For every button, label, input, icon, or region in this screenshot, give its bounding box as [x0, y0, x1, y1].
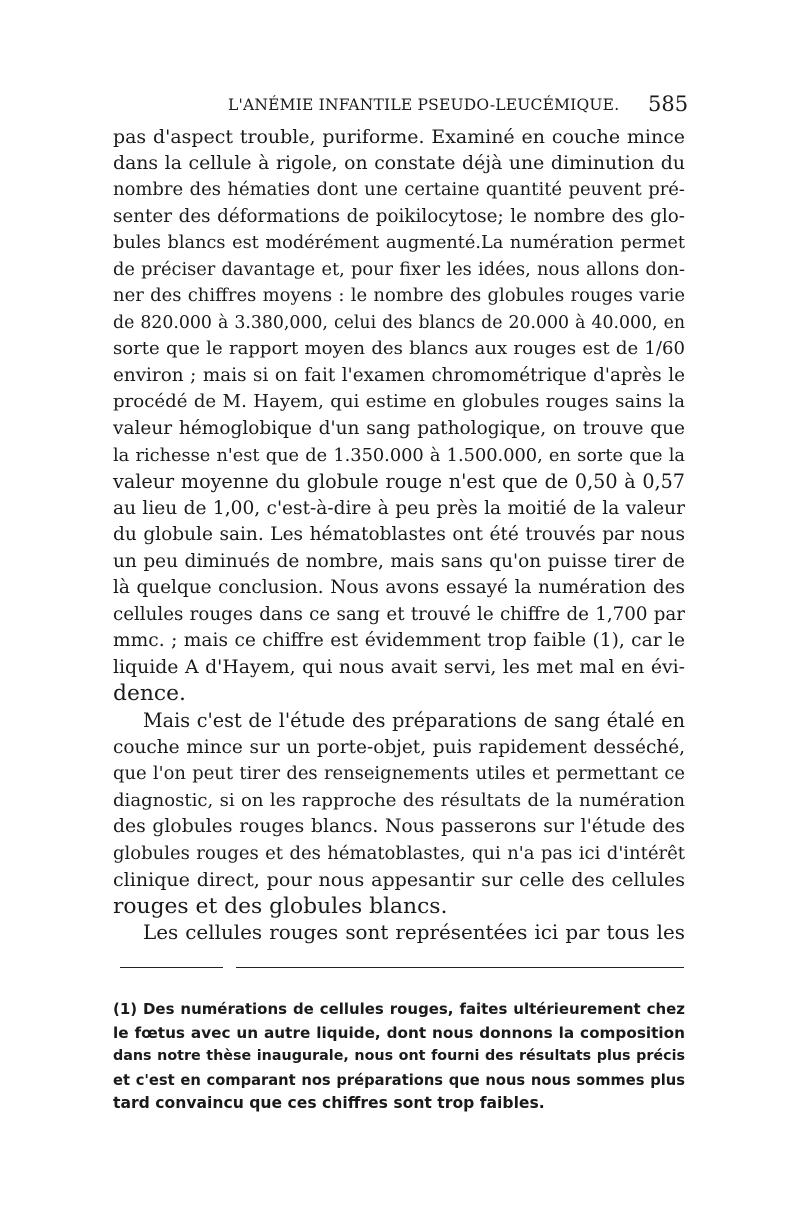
- body-line: environ ; mais si on fait l'examen chromométrique d'après le: [113, 364, 685, 386]
- body-line: senter des déformations de poikilocytose; le nombre des glo-: [113, 205, 685, 227]
- body-line: procédé de M. Hayem, qui estime en globules rouges sains la: [113, 391, 685, 413]
- body-line: que l'on peut tirer des renseignements utiles et permettant ce: [113, 763, 685, 785]
- body-line: sorte que le rapport moyen des blancs aux rouges est de 1/60: [113, 338, 685, 360]
- body-line: cellules rouges dans ce sang et trouvé le chiffre de 1,700 par: [113, 603, 685, 625]
- footnote-rule-left: [120, 967, 223, 968]
- body-line: mmc. ; mais ce chiffre est évidemment trop faible (1), car le: [113, 630, 685, 652]
- footnote-line: (1) Des numérations de cellules rouges, faites ultérieurement chez: [113, 1000, 685, 1018]
- body-line: clinique direct, pour nous appesantir sur celle des cellules: [113, 869, 685, 892]
- footnote-line: le fœtus avec un autre liquide, dont nous donnons la composition: [113, 1023, 685, 1042]
- body-line: liquide A d'Hayem, qui nous avait servi, les met mal en évi-: [113, 656, 685, 678]
- body-line: Les cellules rouges sont représentées ici par tous les: [143, 921, 685, 945]
- footnote-line: et c'est en comparant nos préparations que nous nous sommes plus: [113, 1071, 685, 1089]
- body-line: couche mince sur un porte-objet, puis rapidement desséché,: [113, 736, 685, 758]
- footnote: [113, 998, 685, 1116]
- body-line: pas d'aspect trouble, puriforme. Examiné en couche mince: [113, 126, 685, 148]
- body-line: globules rouges et des hématoblastes, qui n'a pas ici d'intérêt: [113, 842, 685, 864]
- body-line: Mais c'est de l'étude des préparations de sang étalé en: [143, 709, 685, 733]
- footnote-line: tard convaincu que ces chiffres sont trop faibles.: [113, 1094, 545, 1113]
- body-line: valeur hémoglobique d'un sang pathologique, on trouve que: [113, 418, 685, 440]
- body-line: dans la cellule à rigole, on constate déjà une diminution du: [113, 152, 685, 174]
- body-line: bules blancs est modérément augmenté.La numération permet: [113, 233, 685, 254]
- footnote-rule-right: [236, 967, 684, 968]
- body-line: de 820.000 à 3.380,000, celui des blancs de 20.000 à 40.000, en: [113, 312, 685, 333]
- body-line: un peu diminués de nombre, mais sans qu'on puisse tirer de: [113, 550, 685, 572]
- running-title: L'ANÉMIE INFANTILE PSEUDO-LEUCÉMIQUE.: [228, 96, 620, 114]
- body-line: dence.: [113, 681, 186, 707]
- body-line: du globule sain. Les hématoblastes ont été trouvés par nous: [113, 524, 685, 546]
- body-line: là quelque conclusion. Nous avons essayé la numération des: [113, 577, 685, 599]
- body-line: la richesse n'est que de 1.350.000 à 1.500.000, en sorte que la: [113, 445, 685, 466]
- body-line: valeur moyenne du globule rouge n'est que de 0,50 à 0,57: [113, 470, 685, 494]
- body-line: au lieu de 1,00, c'est-à-dire à peu près la moitié de la valeur: [113, 497, 685, 519]
- body-line: des globules rouges blancs. Nous passerons sur l'étude des: [113, 816, 685, 838]
- body-line: rouges et des globules blancs.: [113, 893, 448, 919]
- body-line: nombre des hématies dont une certaine quantité peuvent pré-: [113, 179, 685, 201]
- body-line: ner des chiffres moyens : le nombre des globules rouges varie: [113, 285, 685, 307]
- body-line: diagnostic, si on les rapproche des résultats de la numération: [113, 789, 685, 811]
- body-text: [113, 124, 685, 947]
- page-number: 585: [648, 92, 689, 116]
- body-line: de préciser davantage et, pour fixer les idées, nous allons don-: [113, 258, 685, 280]
- footnote-line: dans notre thèse inaugurale, nous ont fourni des résultats plus précis: [113, 1048, 685, 1065]
